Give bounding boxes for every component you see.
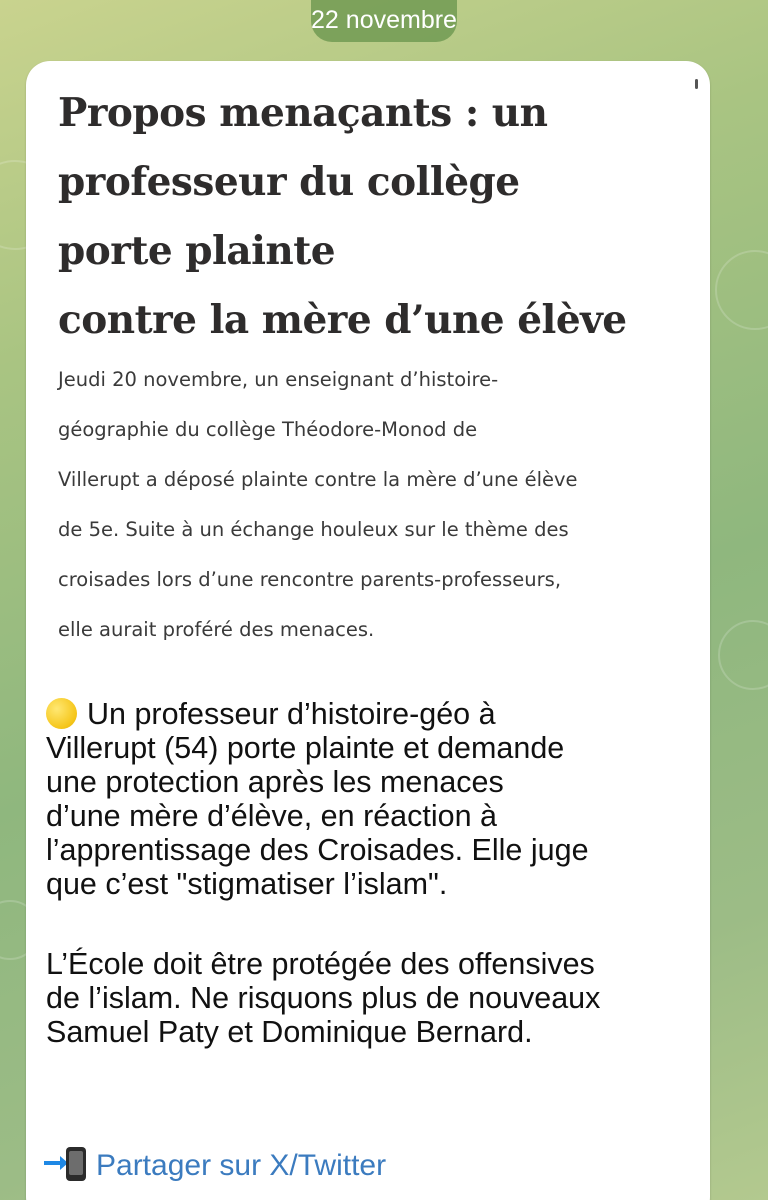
paragraph-gap: [46, 901, 696, 947]
background-doodle: [715, 250, 768, 330]
lead-line: croisades lors d’une rencontre parents-professeurs,: [58, 568, 562, 591]
message-bubble[interactable]: [26, 61, 710, 1200]
headline-line: Propos menaçants : un: [58, 90, 548, 136]
lead-line: Villerupt a déposé plainte contre la mère d’une élève: [58, 468, 578, 491]
message-line: [46, 697, 696, 731]
lead-line: Jeudi 20 novembre, un enseignant d’histoire-: [58, 368, 499, 391]
headline-line: professeur du collège: [58, 159, 520, 205]
lead-line: de 5e. Suite à un échange houleux sur le thème des: [58, 518, 569, 541]
message-line: Villerupt (54) porte plainte et demande: [46, 731, 565, 765]
share-link-label[interactable]: Partager sur X/Twitter: [96, 1149, 387, 1182]
message-text: [46, 697, 696, 1049]
lead-line: géographie du collège Théodore-Monod de: [58, 418, 478, 441]
message-line: l’apprentissage des Croisades. Elle juge: [46, 833, 589, 867]
headline-line: porte plainte: [58, 228, 336, 274]
message-line: Samuel Paty et Dominique Bernard.: [46, 1015, 533, 1049]
mobile-phone-arrow-icon: [44, 1147, 90, 1181]
message-line-text: Un professeur d’histoire-géo à: [87, 697, 496, 731]
yellow-circle-icon: [46, 698, 77, 729]
message-line: une protection après les menaces: [46, 765, 504, 799]
article-lead: [58, 355, 698, 655]
date-separator: 22 novembre: [311, 0, 457, 42]
message-line: d’une mère d’élève, en réaction à: [46, 799, 498, 833]
article-headline: [58, 79, 698, 355]
lead-line: elle aurait proféré des menaces.: [58, 618, 375, 641]
message-line: L’École doit être protégée des offensives: [46, 947, 595, 981]
headline-line: contre la mère d’une élève: [58, 297, 627, 343]
share-link[interactable]: [44, 1147, 386, 1185]
background-doodle: [718, 620, 768, 690]
message-line: que c’est "stigmatiser l’islam".: [46, 867, 448, 901]
message-line: de l’islam. Ne risquons plus de nouveaux: [46, 981, 601, 1015]
